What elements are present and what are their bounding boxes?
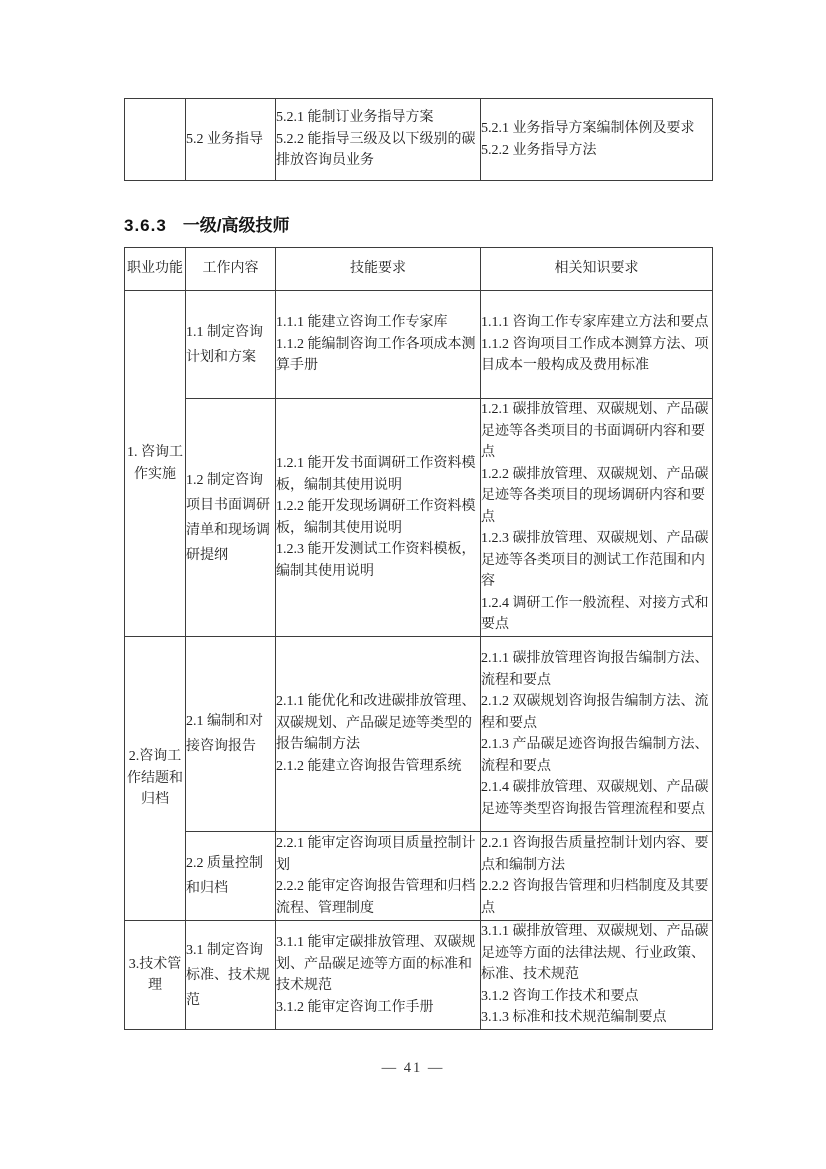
knowledge-item: 1.1.2 咨询项目工作成本测算方法、项目成本一般构成及费用标准: [481, 336, 709, 374]
knowledge-item: 5.2.1 业务指导方案编制体例及要求: [481, 121, 695, 136]
skill-item: 1.2.2 能开发现场调研工作资料模板，编制其使用说明: [276, 499, 476, 536]
table-header-row: [125, 248, 713, 291]
table-row: [125, 637, 713, 832]
skill-requirements-cell: [276, 832, 481, 921]
knowledge-item: 1.1.1 咨询工作专家库建立方法和要点: [481, 315, 709, 331]
function-cell-group1: 1. 咨询工作实施: [125, 291, 186, 637]
knowledge-item: 3.1.3 标准和技术规范编制要点: [481, 1010, 667, 1026]
header-function: 职业功能: [125, 248, 186, 291]
skill-requirements-cell: [276, 921, 481, 1030]
knowledge-item: 2.2.2 咨询报告管理和归档制度及其要点: [481, 879, 709, 916]
knowledge-item: 5.2.2 业务指导方法: [481, 142, 597, 158]
skill-item: 1.2.1 能开发书面调研工作资料模板，编制其使用说明: [276, 456, 476, 493]
knowledge-requirements-cell: [481, 921, 713, 1030]
previous-section-table: [124, 98, 713, 181]
knowledge-item: 3.1.2 咨询工作技术和要点: [481, 988, 639, 1004]
knowledge-requirements-cell: [481, 832, 713, 921]
function-cell-empty: [125, 99, 186, 181]
work-content-cell: 2.1 编制和对接咨询报告: [186, 637, 276, 832]
function-cell-group2: 2.咨询工作结题和归档: [125, 637, 186, 921]
page-number: — 41 —: [381, 1060, 445, 1076]
knowledge-requirements-cell: [481, 637, 713, 832]
table-row: [125, 921, 713, 1030]
skill-item: 5.2.1 能制订业务指导方案: [276, 110, 434, 126]
skill-item: 2.2.2 能审定咨询报告管理和归档流程、管理制度: [276, 879, 476, 916]
knowledge-requirements-cell: [481, 99, 713, 181]
section-number: 3.6.3: [124, 216, 167, 235]
skill-item: 3.1.1 能审定碳排放管理、双碳规划、产品碳足迹等方面的标准和技术规范: [276, 935, 476, 993]
knowledge-requirements-cell: [481, 291, 713, 399]
skill-item: 2.2.1 能审定咨询项目质量控制计划: [276, 836, 476, 873]
knowledge-item: 1.2.4 调研工作一般流程、对接方式和要点: [481, 595, 709, 633]
knowledge-item: 2.1.3 产品碳足迹咨询报告编制方法、流程和要点: [481, 737, 709, 774]
knowledge-item: 1.2.2 碳排放管理、双碳规划、产品碳足迹等各类项目的现场调研内容和要点: [481, 466, 709, 525]
knowledge-item: 3.1.1 碳排放管理、双碳规划、产品碳足迹等方面的法律法规、行业政策、标准、技术规范: [481, 924, 709, 983]
skill-item: 1.1.1 能建立咨询工作专家库: [276, 315, 448, 331]
skill-requirements-cell: [276, 637, 481, 832]
knowledge-item: 1.2.1 碳排放管理、双碳规划、产品碳足迹等各类项目的书面调研内容和要点: [481, 402, 709, 461]
work-content-cell: 3.1 制定咨询标准、技术规范: [186, 921, 276, 1030]
skill-requirements-cell: [276, 99, 481, 181]
table-row: [125, 291, 713, 399]
header-work-content: 工作内容: [186, 248, 276, 291]
work-content-cell: 5.2 业务指导: [186, 99, 276, 181]
knowledge-item: 1.2.3 碳排放管理、双碳规划、产品碳足迹等各类项目的测试工作范围和内容: [481, 531, 709, 590]
knowledge-item: 2.2.1 咨询报告质量控制计划内容、要点和编制方法: [481, 836, 709, 873]
table-row: [125, 399, 713, 637]
work-content-cell: 1.1 制定咨询计划和方案: [186, 291, 276, 399]
skill-requirements-cell: [276, 399, 481, 637]
table-row: [125, 99, 713, 181]
skill-item: 2.1.2 能建立咨询报告管理系统: [276, 758, 462, 774]
main-skill-table: [124, 247, 713, 1030]
knowledge-item: 2.1.1 碳排放管理咨询报告编制方法、流程和要点: [481, 651, 709, 688]
section-title: 一级/高级技师: [182, 216, 290, 235]
work-content-cell: 2.2 质量控制和归档: [186, 832, 276, 921]
header-knowledge-requirements: 相关知识要求: [481, 248, 713, 291]
skill-item: 1.2.3 能开发测试工作资料模板，编制其使用说明: [276, 542, 476, 579]
header-skill-requirements: 技能要求: [276, 248, 481, 291]
knowledge-requirements-cell: [481, 399, 713, 637]
function-cell-group3: 3.技术管理: [125, 921, 186, 1030]
skill-item: 1.1.2 能编制咨询工作各项成本测算手册: [276, 336, 476, 374]
knowledge-item: 2.1.4 碳排放管理、双碳规划、产品碳足迹等类型咨询报告管理流程和要点: [481, 780, 709, 817]
work-content-cell: 1.2 制定咨询项目书面调研清单和现场调研提纲: [186, 399, 276, 637]
table-row: [125, 832, 713, 921]
skill-item: 2.1.1 能优化和改进碳排放管理、双碳规划、产品碳足迹等类型的报告编制方法: [276, 694, 476, 752]
skill-item: 5.2.2 能指导三级及以下级别的碳排放咨询员业务: [276, 131, 476, 169]
knowledge-item: 2.1.2 双碳规划咨询报告编制方法、流程和要点: [481, 694, 709, 731]
skill-item: 3.1.2 能审定咨询工作手册: [276, 999, 434, 1015]
section-heading: [124, 215, 290, 237]
skill-requirements-cell: [276, 291, 481, 399]
